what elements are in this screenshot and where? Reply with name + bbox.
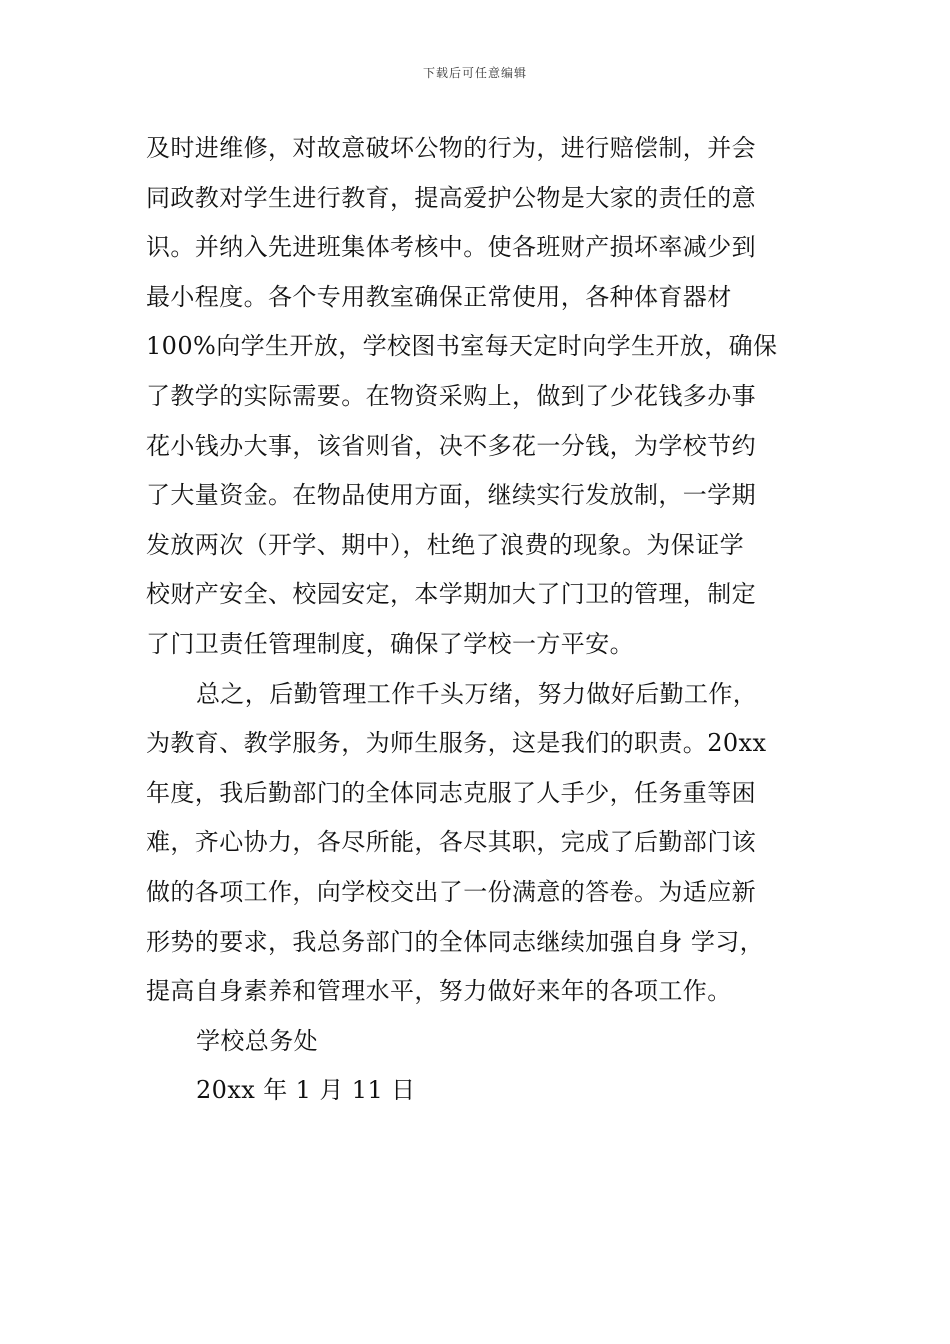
text-line: 发放两次（开学、期中），杜绝了浪费的现象。为保证学	[146, 530, 744, 559]
text-line: 提高自身素养和管理水平，努力做好来年的各项工作。	[146, 977, 732, 1006]
text-line: 了大量资金。在物品使用方面，继续实行发放制，一学期	[146, 481, 756, 510]
text-line: 100%向学生开放，学校图书室每天定时向学生开放，确保	[146, 332, 778, 361]
text-line: 最小程度。各个专用教室确保正常使用，各种体育器材	[146, 282, 732, 311]
text-line: 做的各项工作，向学校交出了一份满意的答卷。为适应新	[146, 877, 756, 906]
text-line: 花小钱办大事，该省则省，决不多花一分钱，为学校节约	[146, 431, 756, 460]
signature-organization: 学校总务处	[196, 1026, 318, 1055]
text-line: 为教育、教学服务，为师生服务，这是我们的职责。20xx	[146, 729, 767, 758]
text-line: 同政教对学生进行教育，提高爱护公物是大家的责任的意	[146, 183, 756, 212]
text-line: 难，齐心协力，各尽所能，各尽其职，完成了后勤部门该	[146, 828, 756, 857]
text-line: 年度，我后勤部门的全体同志克服了人手少，任务重等困	[146, 778, 756, 807]
document-body	[146, 124, 810, 1116]
text-line: 校财产安全、校园安定，本学期加大了门卫的管理，制定	[146, 580, 756, 609]
text-line: 总之，后勤管理工作千头万绪，努力做好后勤工作，	[196, 679, 758, 708]
signature-block	[146, 1017, 810, 1116]
text-line: 及时进维修，对故意破坏公物的行为，进行赔偿制，并会	[146, 134, 756, 162]
text-line: 识。并纳入先进班集体考核中。使各班财产损坏率减少到	[146, 233, 756, 262]
page-header: 下载后可任意编辑	[422, 66, 527, 80]
paragraph-1	[146, 124, 810, 670]
paragraph-2	[146, 670, 810, 1017]
text-line: 形势的要求，我总务部门的全体同志继续加强自身 学习，	[146, 927, 765, 956]
signature-date: 20xx 年 1 月 11 日	[196, 1076, 416, 1105]
text-line: 了门卫责任管理制度，确保了学校一方平安。	[146, 629, 634, 658]
text-line: 了教学的实际需要。在物资采购上，做到了少花钱多办事	[146, 381, 756, 410]
